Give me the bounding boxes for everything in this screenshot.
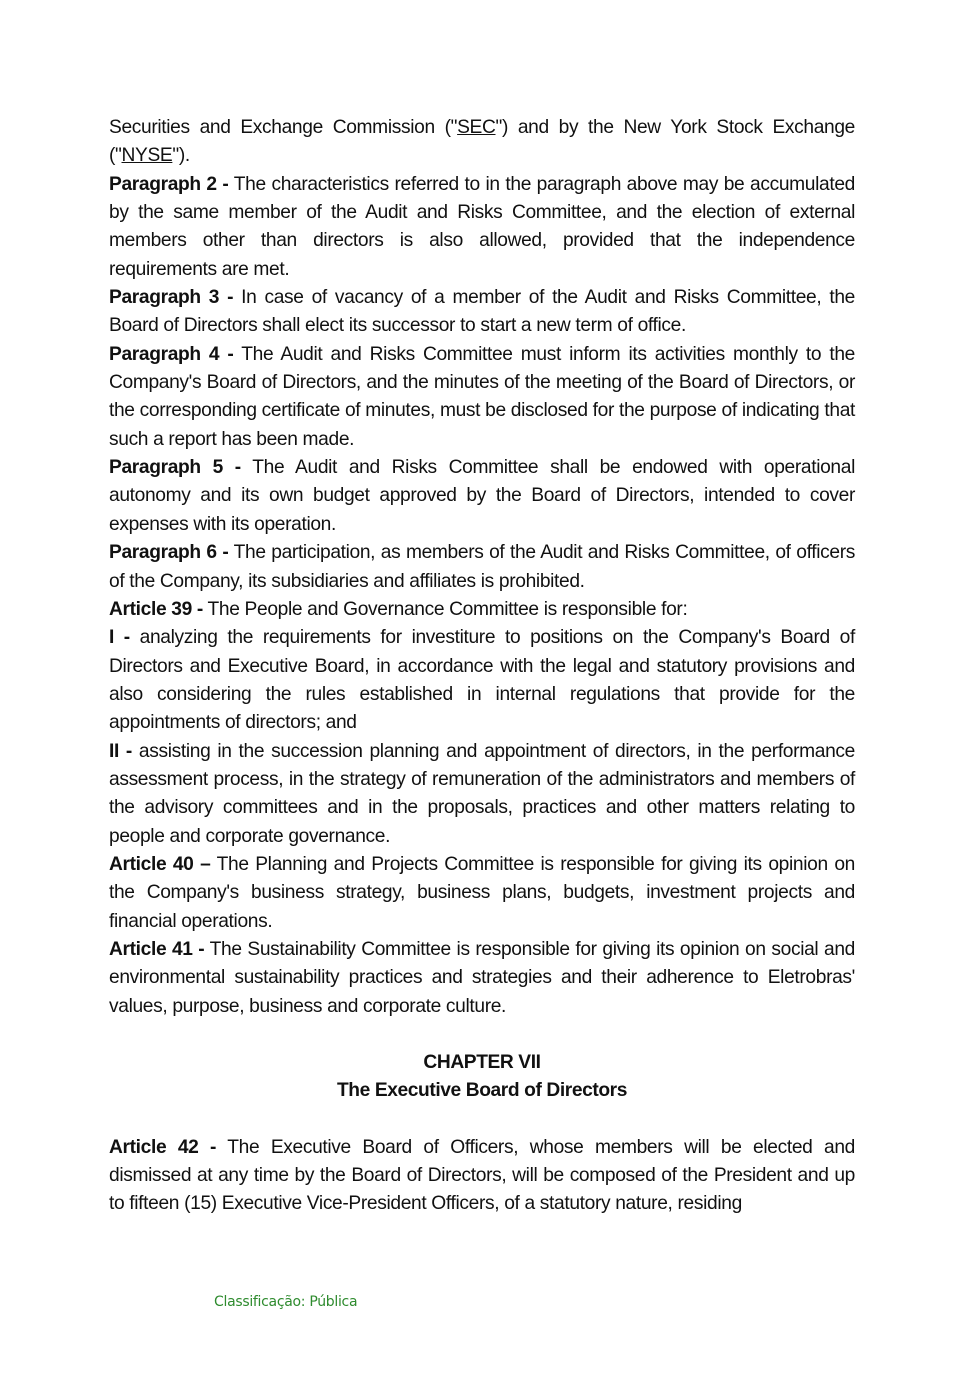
spacer [109,1106,855,1134]
paragraph-4 [109,341,855,454]
item-label: I - [109,627,130,649]
paragraph-3 [109,284,855,341]
article-text: The People and Governance Committee is responsible for: [202,598,688,620]
paragraph-label: Paragraph 4 - [109,343,234,365]
item-text: analyzing the requirements for investiture to positions on the Company's Board of Directors and Executive Board, in accordance with the legal and statutory provisions and also considering the rules established in internal regulations that provide for the appointments of directors; and [109,627,855,734]
article-39 [109,596,855,624]
classification-label: Classificação: Pública [214,1294,358,1310]
item-ii [109,738,855,851]
nyse-abbreviation: NYSE [121,145,173,167]
item-label: II - [109,740,132,762]
paragraph-label: Paragraph 6 - [109,542,229,564]
paragraph-text: The Audit and Risks Committee shall be endowed with operational autonomy and its own budget approved by the Board of Directors, intended to cover expenses with its operation. [109,457,855,535]
article-label: Article 41 - [109,938,205,960]
intro-text: Securities and Exchange Commission (" [109,117,458,138]
article-label: Article 40 – [109,853,211,875]
paragraph-label: Paragraph 5 - [109,457,241,479]
paragraph-text: The characteristics referred to in the paragraph above may be accumulated by the same member of the Audit and Risks Committee, and the election of external members other than directors is also allowed, provided that the independence requirements are met. [109,173,855,280]
article-40 [109,851,855,936]
paragraph-text: The participation, as members of the Audit and Risks Committee, of officers of the Company, its subsidiaries and affiliates is prohibited. [109,542,855,592]
article-text: The Executive Board of Officers, whose members will be elected and dismissed at any time by the Board of Directors, will be composed of the President and up to fifteen (15) Executive Vice-President Officers, of a statutory nature, residing [109,1136,855,1215]
chapter-number: CHAPTER VII [423,1052,541,1073]
paragraph-5 [109,454,855,539]
intro-text: ") and by the New York Stock Exchange (" [109,117,855,167]
article-label: Article 39 - [109,598,203,620]
chapter-title: The Executive Board of Directors [336,1080,628,1102]
paragraph-6 [109,539,855,596]
paragraph-text: In case of vacancy of a member of the Audit and Risks Committee, the Board of Directors shall elect its successor to start a new term of office. [109,287,855,337]
spacer [109,1021,855,1049]
paragraph-text: The Audit and Risks Committee must inform its activities monthly to the Company's Board of Directors, and the minutes of the meeting of the Board of Directors, or the corresponding certificate of minutes, must be disclosed for the purpose of indicating that such a report has been made. [109,343,855,450]
article-41 [109,936,855,1021]
sec-abbreviation: SEC [457,117,496,138]
article-text: The Planning and Projects Committee is responsible for giving its opinion on the Company's business strategy, business plans, budgets, investment projects and financial operations. [109,853,855,932]
intro-paragraph [109,114,855,171]
paragraph-label: Paragraph 3 - [109,287,234,309]
article-label: Article 42 - [109,1136,217,1158]
article-42 [109,1134,855,1219]
item-text: assisting in the succession planning and appointment of directors, in the performance assessment process, in the strategy of remuneration of the administrators and members of the advisory committees and in the proposals, practices and other matters relating to people and corporate governance. [109,740,855,847]
paragraph-2 [109,171,855,284]
document-page [109,114,855,1219]
article-text: The Sustainability Committee is responsible for giving its opinion on social and environmental sustainability practices and strategies and their adherence to Eletrobras' values, purpose, business and corporate culture. [109,938,855,1017]
item-i [109,624,855,737]
intro-text: "). [172,145,190,167]
paragraph-label: Paragraph 2 - [109,173,229,195]
